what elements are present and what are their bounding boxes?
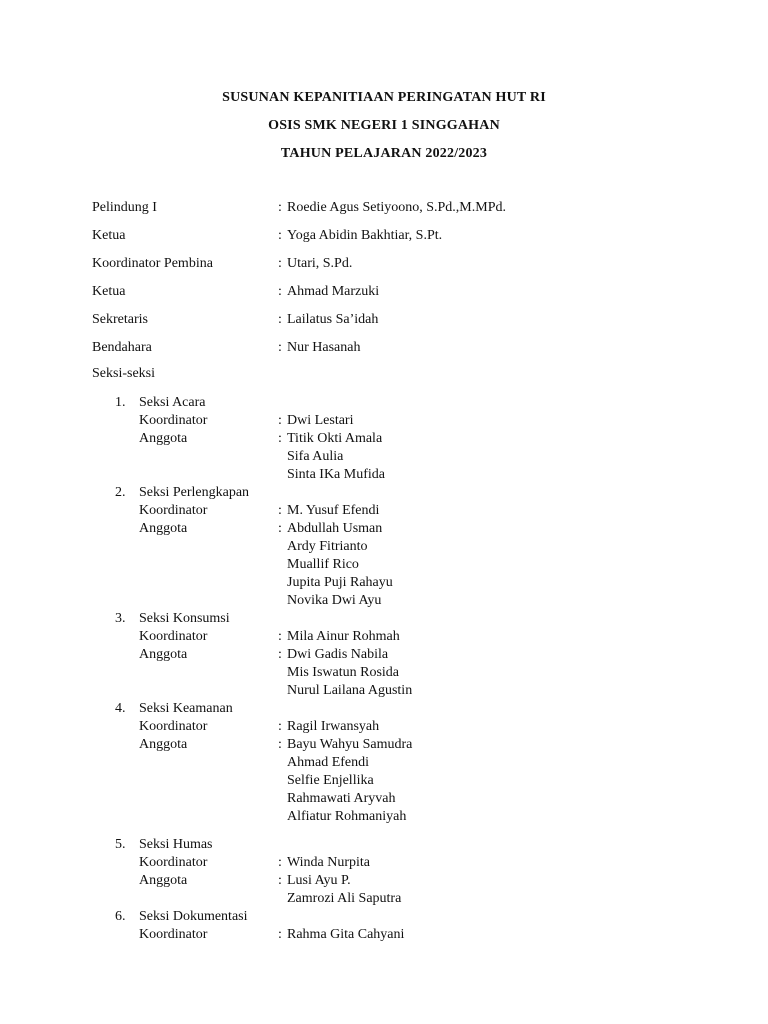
koordinator-colon: : bbox=[278, 413, 282, 428]
anggota-line bbox=[92, 520, 692, 538]
anggota-label: Anggota bbox=[139, 873, 188, 888]
koordinator-colon: : bbox=[278, 719, 282, 734]
info-label: Koordinator Pembina bbox=[92, 256, 213, 271]
info-colon: : bbox=[278, 256, 282, 271]
anggota-line bbox=[92, 466, 692, 484]
anggota-line bbox=[92, 448, 692, 466]
info-value: Lailatus Sa’idah bbox=[287, 312, 379, 327]
anggota-name: Jupita Puji Rahayu bbox=[287, 575, 393, 590]
anggota-name: Abdullah Usman bbox=[287, 521, 383, 536]
section-header-line bbox=[92, 908, 692, 926]
koordinator-colon: : bbox=[278, 503, 282, 518]
anggota-name: Rahmawati Aryvah bbox=[287, 791, 396, 806]
info-colon: : bbox=[278, 200, 282, 215]
anggota-name: Selfie Enjellika bbox=[287, 773, 374, 788]
anggota-line bbox=[92, 890, 692, 908]
anggota-name: Bayu Wahyu Samudra bbox=[287, 737, 413, 752]
info-label: Bendahara bbox=[92, 340, 152, 355]
anggota-line bbox=[92, 682, 692, 700]
anggota-label: Anggota bbox=[139, 647, 188, 662]
info-value: Roedie Agus Setiyoono, S.Pd.,M.MPd. bbox=[287, 200, 506, 215]
koordinator-name: Winda Nurpita bbox=[287, 855, 371, 870]
anggota-name: Zamrozi Ali Saputra bbox=[287, 891, 402, 906]
anggota-name: Ardy Fitrianto bbox=[287, 539, 368, 554]
koordinator-line bbox=[92, 854, 692, 872]
info-colon: : bbox=[278, 340, 282, 355]
anggota-line bbox=[92, 646, 692, 664]
section-header-line bbox=[92, 700, 692, 718]
anggota-name: Sifa Aulia bbox=[287, 449, 344, 464]
section-name: Seksi Humas bbox=[139, 837, 213, 852]
section-header-line bbox=[92, 610, 692, 628]
anggota-line bbox=[92, 772, 692, 790]
section-item bbox=[92, 836, 692, 908]
koordinator-name: M. Yusuf Efendi bbox=[287, 503, 380, 518]
title-line-1: SUSUNAN KEPANITIAAN PERINGATAN HUT RI bbox=[222, 90, 546, 105]
anggota-line bbox=[92, 664, 692, 682]
section-number: 3. bbox=[115, 611, 126, 626]
koordinator-line bbox=[92, 718, 692, 736]
anggota-name: Mis Iswatun Rosida bbox=[287, 665, 399, 680]
seksi-header: Seksi-seksi bbox=[92, 366, 155, 381]
anggota-name: Nurul Lailana Agustin bbox=[287, 683, 413, 698]
info-row bbox=[92, 198, 692, 226]
section-item bbox=[92, 610, 692, 700]
info-colon: : bbox=[278, 228, 282, 243]
info-colon: : bbox=[278, 312, 282, 327]
sections-list bbox=[92, 394, 692, 944]
anggota-name: Titik Okti Amala bbox=[287, 431, 383, 446]
section-number: 2. bbox=[115, 485, 126, 500]
koordinator-label: Koordinator bbox=[139, 413, 208, 428]
section-name: Seksi Dokumentasi bbox=[139, 909, 248, 924]
anggota-label: Anggota bbox=[139, 521, 188, 536]
anggota-label: Anggota bbox=[139, 737, 188, 752]
title-line-2: OSIS SMK NEGERI 1 SINGGAHAN bbox=[268, 118, 500, 133]
section-number: 6. bbox=[115, 909, 126, 924]
koordinator-line bbox=[92, 412, 692, 430]
section-item bbox=[92, 484, 692, 610]
koordinator-label: Koordinator bbox=[139, 927, 208, 942]
section-name: Seksi Konsumsi bbox=[139, 611, 230, 626]
section-item bbox=[92, 394, 692, 484]
info-value: Nur Hasanah bbox=[287, 340, 361, 355]
anggota-colon: : bbox=[278, 521, 282, 536]
info-value: Yoga Abidin Bakhtiar, S.Pt. bbox=[287, 228, 443, 243]
info-label: Ketua bbox=[92, 228, 126, 243]
section-header-line bbox=[92, 394, 692, 412]
anggota-name: Alfiatur Rohmaniyah bbox=[287, 809, 407, 824]
anggota-colon: : bbox=[278, 431, 282, 446]
anggota-line bbox=[92, 872, 692, 890]
title-line-3: TAHUN PELAJARAN 2022/2023 bbox=[280, 146, 488, 161]
section-name: Seksi Acara bbox=[139, 395, 206, 410]
anggota-label: Anggota bbox=[139, 431, 188, 446]
document-title bbox=[0, 86, 768, 170]
koordinator-colon: : bbox=[278, 629, 282, 644]
info-row bbox=[92, 310, 692, 338]
anggota-line bbox=[92, 556, 692, 574]
section-item bbox=[92, 908, 692, 944]
section-gap bbox=[92, 826, 692, 836]
section-header-line bbox=[92, 484, 692, 502]
section-item bbox=[92, 700, 692, 826]
section-name: Seksi Keamanan bbox=[139, 701, 233, 716]
info-label: Pelindung I bbox=[92, 200, 157, 215]
info-label: Ketua bbox=[92, 284, 126, 299]
leadership-list bbox=[92, 198, 692, 366]
info-row bbox=[92, 282, 692, 310]
anggota-line bbox=[92, 538, 692, 556]
anggota-name: Lusi Ayu P. bbox=[287, 873, 351, 888]
anggota-line bbox=[92, 430, 692, 448]
section-header-line bbox=[92, 836, 692, 854]
anggota-colon: : bbox=[278, 873, 282, 888]
section-number: 4. bbox=[115, 701, 126, 716]
anggota-line bbox=[92, 736, 692, 754]
koordinator-line bbox=[92, 926, 692, 944]
info-row bbox=[92, 226, 692, 254]
info-row bbox=[92, 338, 692, 366]
anggota-name: Muallif Rico bbox=[287, 557, 359, 572]
koordinator-label: Koordinator bbox=[139, 503, 208, 518]
koordinator-name: Dwi Lestari bbox=[287, 413, 354, 428]
koordinator-colon: : bbox=[278, 855, 282, 870]
info-colon: : bbox=[278, 284, 282, 299]
info-value: Utari, S.Pd. bbox=[287, 256, 353, 271]
koordinator-line bbox=[92, 502, 692, 520]
section-name: Seksi Perlengkapan bbox=[139, 485, 250, 500]
anggota-name: Sinta IKa Mufida bbox=[287, 467, 385, 482]
anggota-line bbox=[92, 574, 692, 592]
koordinator-name: Ragil Irwansyah bbox=[287, 719, 380, 734]
koordinator-label: Koordinator bbox=[139, 719, 208, 734]
section-number: 5. bbox=[115, 837, 126, 852]
info-label: Sekretaris bbox=[92, 312, 148, 327]
anggota-line bbox=[92, 754, 692, 772]
info-row bbox=[92, 254, 692, 282]
anggota-line bbox=[92, 808, 692, 826]
anggota-colon: : bbox=[278, 737, 282, 752]
info-value: Ahmad Marzuki bbox=[287, 284, 380, 299]
koordinator-label: Koordinator bbox=[139, 855, 208, 870]
koordinator-line bbox=[92, 628, 692, 646]
anggota-line bbox=[92, 592, 692, 610]
anggota-line bbox=[92, 790, 692, 808]
koordinator-colon: : bbox=[278, 927, 282, 942]
anggota-name: Ahmad Efendi bbox=[287, 755, 370, 770]
koordinator-name: Rahma Gita Cahyani bbox=[287, 927, 405, 942]
koordinator-label: Koordinator bbox=[139, 629, 208, 644]
anggota-name: Novika Dwi Ayu bbox=[287, 593, 382, 608]
section-number: 1. bbox=[115, 395, 126, 410]
anggota-colon: : bbox=[278, 647, 282, 662]
anggota-name: Dwi Gadis Nabila bbox=[287, 647, 389, 662]
koordinator-name: Mila Ainur Rohmah bbox=[287, 629, 400, 644]
